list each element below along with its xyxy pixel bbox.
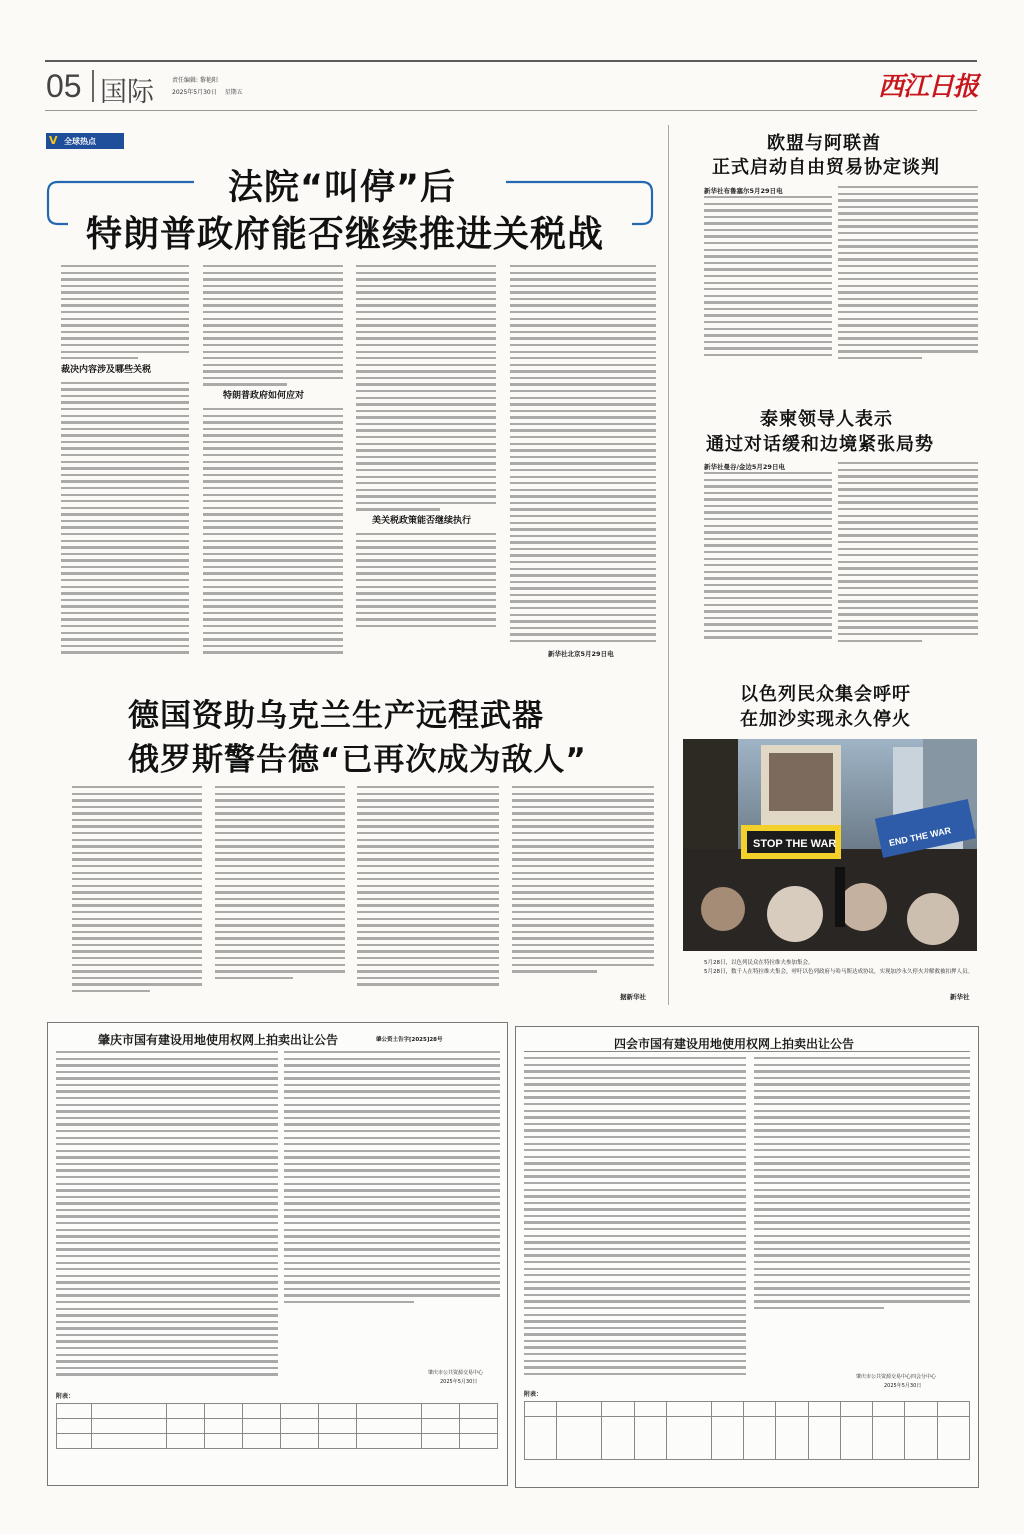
story1-column-1: [61, 265, 189, 657]
story4-column-2: [215, 786, 345, 1001]
protest-photo: [683, 739, 977, 951]
issue-date: 2025年5月30日: [172, 89, 217, 96]
story4-column-1: [72, 786, 202, 1001]
story4-credit: 据新华社: [620, 993, 646, 1001]
table-row: [57, 1419, 498, 1434]
table-row: [57, 1434, 498, 1449]
badge-label: 全球热点: [64, 137, 96, 146]
story1-headline-line2: 特朗普政府能否继续推进关税战: [86, 214, 605, 255]
ad2-table: [524, 1401, 970, 1460]
story2-column-2: [838, 186, 978, 371]
story2-dateline: 新华社布鲁塞尔5月29日电: [704, 187, 783, 195]
editor-line-1: 责任编辑: 黎艳阳: [172, 77, 218, 84]
ad1-column-2: [284, 1051, 500, 1351]
story5-headline-line1: 以色列民众集会呼吁: [740, 684, 911, 705]
ad2-table-label: 附表：: [524, 1391, 543, 1398]
section-name: 国际: [100, 77, 154, 108]
story2-headline-line1: 欧盟与阿联酋: [767, 133, 881, 154]
column-divider: [668, 125, 669, 1005]
ad2-footer-date: 2025年5月30日: [884, 1383, 922, 1389]
header-under-rule: [45, 110, 977, 111]
story2-column-1: [704, 196, 832, 371]
section-divider: [92, 70, 94, 102]
ad1-footer-org: 肇庆市公共资源交易中心: [428, 1370, 484, 1376]
badge-v-icon: V: [49, 134, 58, 147]
story3-headline-line2: 通过对话缓和边境紧张局势: [706, 434, 934, 455]
story4-column-4: [512, 786, 654, 986]
ad-zhaoqing: [47, 1022, 508, 1486]
story1-credit: 新华社北京5月29日电: [548, 650, 614, 658]
story5-headline-line2: 在加沙实现永久停火: [740, 709, 911, 730]
ad1-column-1: [56, 1051, 278, 1386]
photo-sign-1: STOP THE WAR: [753, 838, 837, 850]
story1-subhead-2: 特朗普政府如何应对: [223, 390, 305, 401]
table-row: [57, 1404, 498, 1419]
story5-credit: 新华社: [950, 993, 970, 1001]
ad1-table-label: 附表：: [56, 1393, 75, 1400]
story1-subhead-3: 美关税政策能否继续执行: [372, 515, 472, 526]
paper-name-logo: 西江日报: [878, 72, 979, 102]
issue-weekday: 星期五: [224, 89, 243, 96]
ad1-number: 肇公资土告字[2025]28号: [376, 1037, 443, 1043]
story1-column-3: [356, 265, 496, 657]
story3-column-1: [704, 472, 832, 650]
story1-column-2: [203, 265, 343, 657]
story1-headline-line1: 法院“叫停”后: [228, 168, 457, 208]
editor-line-2: [172, 87, 243, 96]
photo-caption-line2: 5月28日，数千人在特拉维夫集会，呼吁以色列政府与哈马斯达成协议，实现加沙永久停火并解救被扣押人员。: [704, 969, 974, 975]
ad2-footer-org: 肇庆市公共资源交易中心四会分中心: [856, 1374, 937, 1380]
story1-subhead-1: 裁决内容涉及哪些关税: [61, 364, 152, 375]
story4-column-3: [357, 786, 499, 1001]
page-number: 05: [46, 68, 82, 104]
ad2-column-1: [524, 1057, 746, 1392]
ad1-footer-date: 2025年5月30日: [440, 1379, 478, 1385]
ad-sihui: [515, 1026, 979, 1488]
story4-headline-line1: 德国资助乌克兰生产远程武器: [128, 698, 544, 734]
ad2-column-2: [754, 1057, 970, 1357]
story3-dateline: 新华社曼谷/金边5月29日电: [704, 463, 785, 471]
top-rule: [45, 60, 977, 62]
story3-headline-line1: 泰柬领导人表示: [760, 409, 893, 430]
story1-column-4: [510, 265, 656, 645]
ad1-title: 肇庆市国有建设用地使用权网上拍卖出让公告: [98, 1033, 339, 1047]
ad2-title: 四会市国有建设用地使用权网上拍卖出让公告: [614, 1037, 855, 1051]
table-row: [525, 1402, 970, 1417]
photo-sign-2: END THE WAR: [888, 825, 952, 849]
ad1-table: [56, 1403, 498, 1449]
story3-column-2: [838, 462, 978, 648]
ad2-title-rule: [524, 1051, 970, 1052]
badge: [46, 133, 124, 149]
table-row: [525, 1417, 970, 1460]
story4-headline-line2: 俄罗斯警告德“已再次成为敌人”: [128, 742, 587, 778]
photo-caption-line1: 5月28日，以色列民众在特拉维夫参加集会。: [704, 960, 814, 966]
story2-headline-line2: 正式启动自由贸易协定谈判: [712, 157, 940, 178]
